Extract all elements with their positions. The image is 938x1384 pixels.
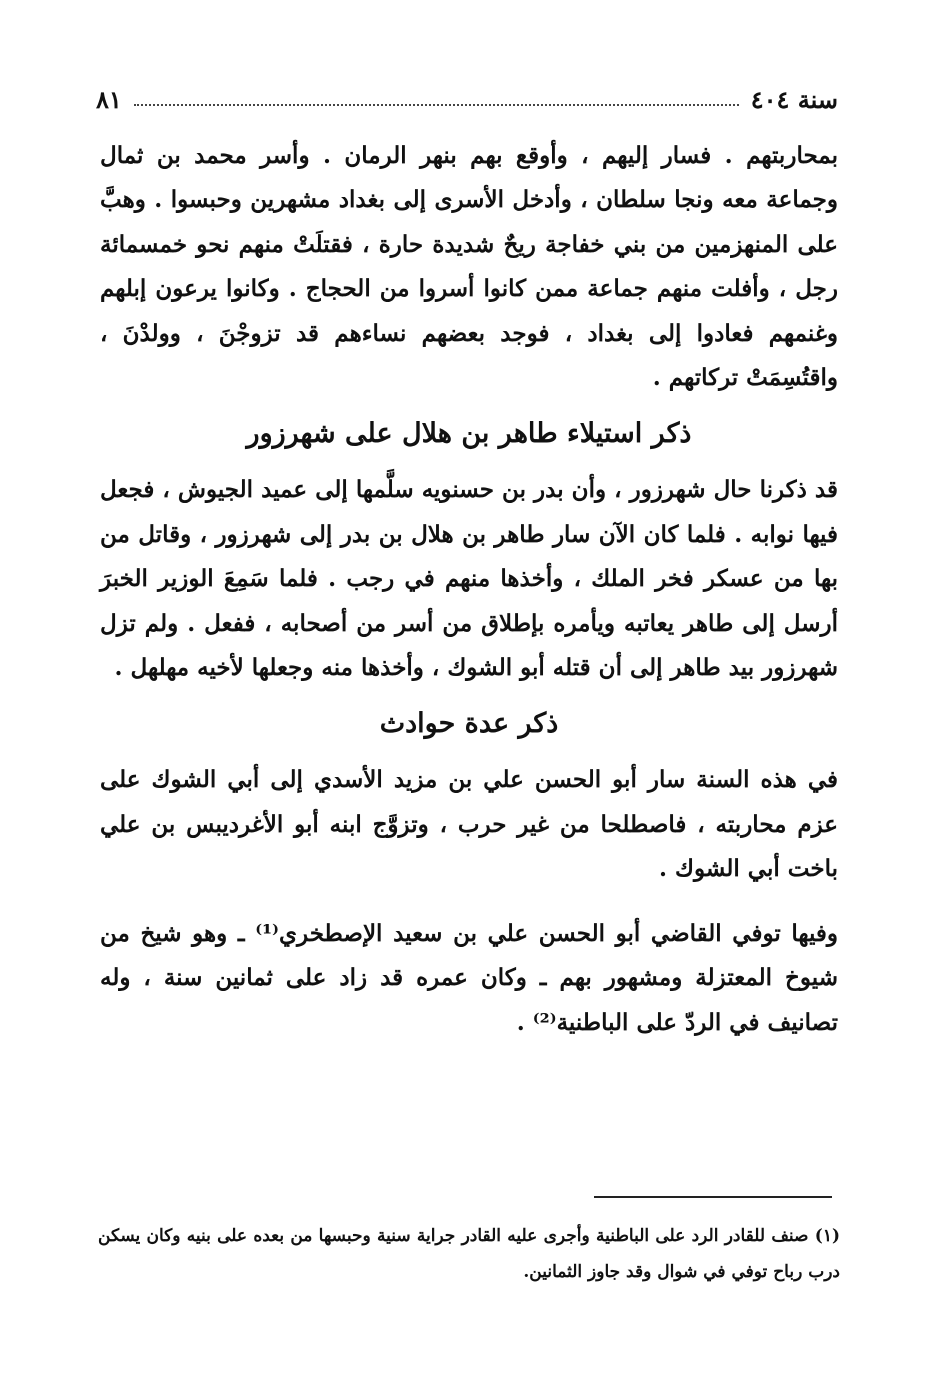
footnote: (١) صنف للقادر الرد على الباطنية وأجرى عليه القادر جراية سنية وحبسها من بعده على بنيه وكان يسكن درب رباح توفي في شوال وقد جاوز الثمانين. bbox=[98, 1226, 840, 1282]
paragraph-3: في هذه السنة سار أبو الحسن علي بن مزيد الأسدي إلى أبي الشوك على عزم محاربته ، فاصطلحا من غير حرب ، وتزوَّج ابنه أبو الأغرديبس بن علي باخت أبي الشوك . bbox=[100, 766, 838, 883]
paragraph-4: وفيها توفي القاضي أبو الحسن علي بن سعيد الإصطخري⁽¹⁾ ـ وهو شيخ من شيوخ المعتزلة ومشهور بهم ـ وكان عمره قد زاد على ثمانين سنة ، وله تصانيف في الردّ على الباطنية⁽²⁾ . bbox=[100, 919, 838, 1036]
paragraph-gap bbox=[100, 892, 838, 912]
header-dotted-leader bbox=[134, 104, 739, 106]
section-heading-1: ذكر استيلاء طاهر بن هلال على شهرزور bbox=[246, 418, 692, 450]
paragraph-2: قد ذكرنا حال شهرزور ، وأن بدر بن حسنويه سلَّمها إلى عميد الجيوش ، فجعل فيها نوابه . فلما كان الآن سار طاهر بن هلال بن بدر إلى شهرزور ، وقاتل من بها من عسكر فخر الملك ، وأخذها منهم في رجب . فلما سَمِعَ الوزير الخبرَ أرسل إلى طاهر يعاتبه ويأمره بإطلاق من أسر من أصحابه ، ففعل . ولم تزل شهرزور بيد طاهر إلى أن قتله أبو الشوك ، وأخذها منه وجعلها لأخيه مهلهل . bbox=[100, 476, 838, 682]
footnote-separator bbox=[594, 1196, 832, 1198]
page-number: ٨١ bbox=[96, 84, 122, 114]
running-header bbox=[96, 82, 838, 116]
header-year: سنة ٤٠٤ bbox=[750, 84, 838, 114]
section-heading-2: ذكر عدة حوادث bbox=[379, 708, 559, 740]
main-text bbox=[100, 134, 838, 1045]
paragraph-1: بمحاربتهم . فسار إليهم ، وأوقع بهم بنهر الرمان . وأسر محمد بن ثمال وجماعة معه ونجا سلطان ، وأدخل الأسرى إلى بغداد مشهرين وحبسوا . وهبَّ على المنهزمين من بني خفاجة ريحٌ شديدة حارة ، فقتلَتْ منهم نحو خمسمائة رجل ، وأفلت منهم جماعة ممن كانوا أسروا من الحجاج . وكانوا يرعون إبلهم وغنمهم فعادوا إلى بغداد ، فوجد بعضهم نساءهم قد تزوجْنَ ، وولدْنَ ، واقتُسِمَتْ تركاتهم . bbox=[100, 142, 838, 392]
